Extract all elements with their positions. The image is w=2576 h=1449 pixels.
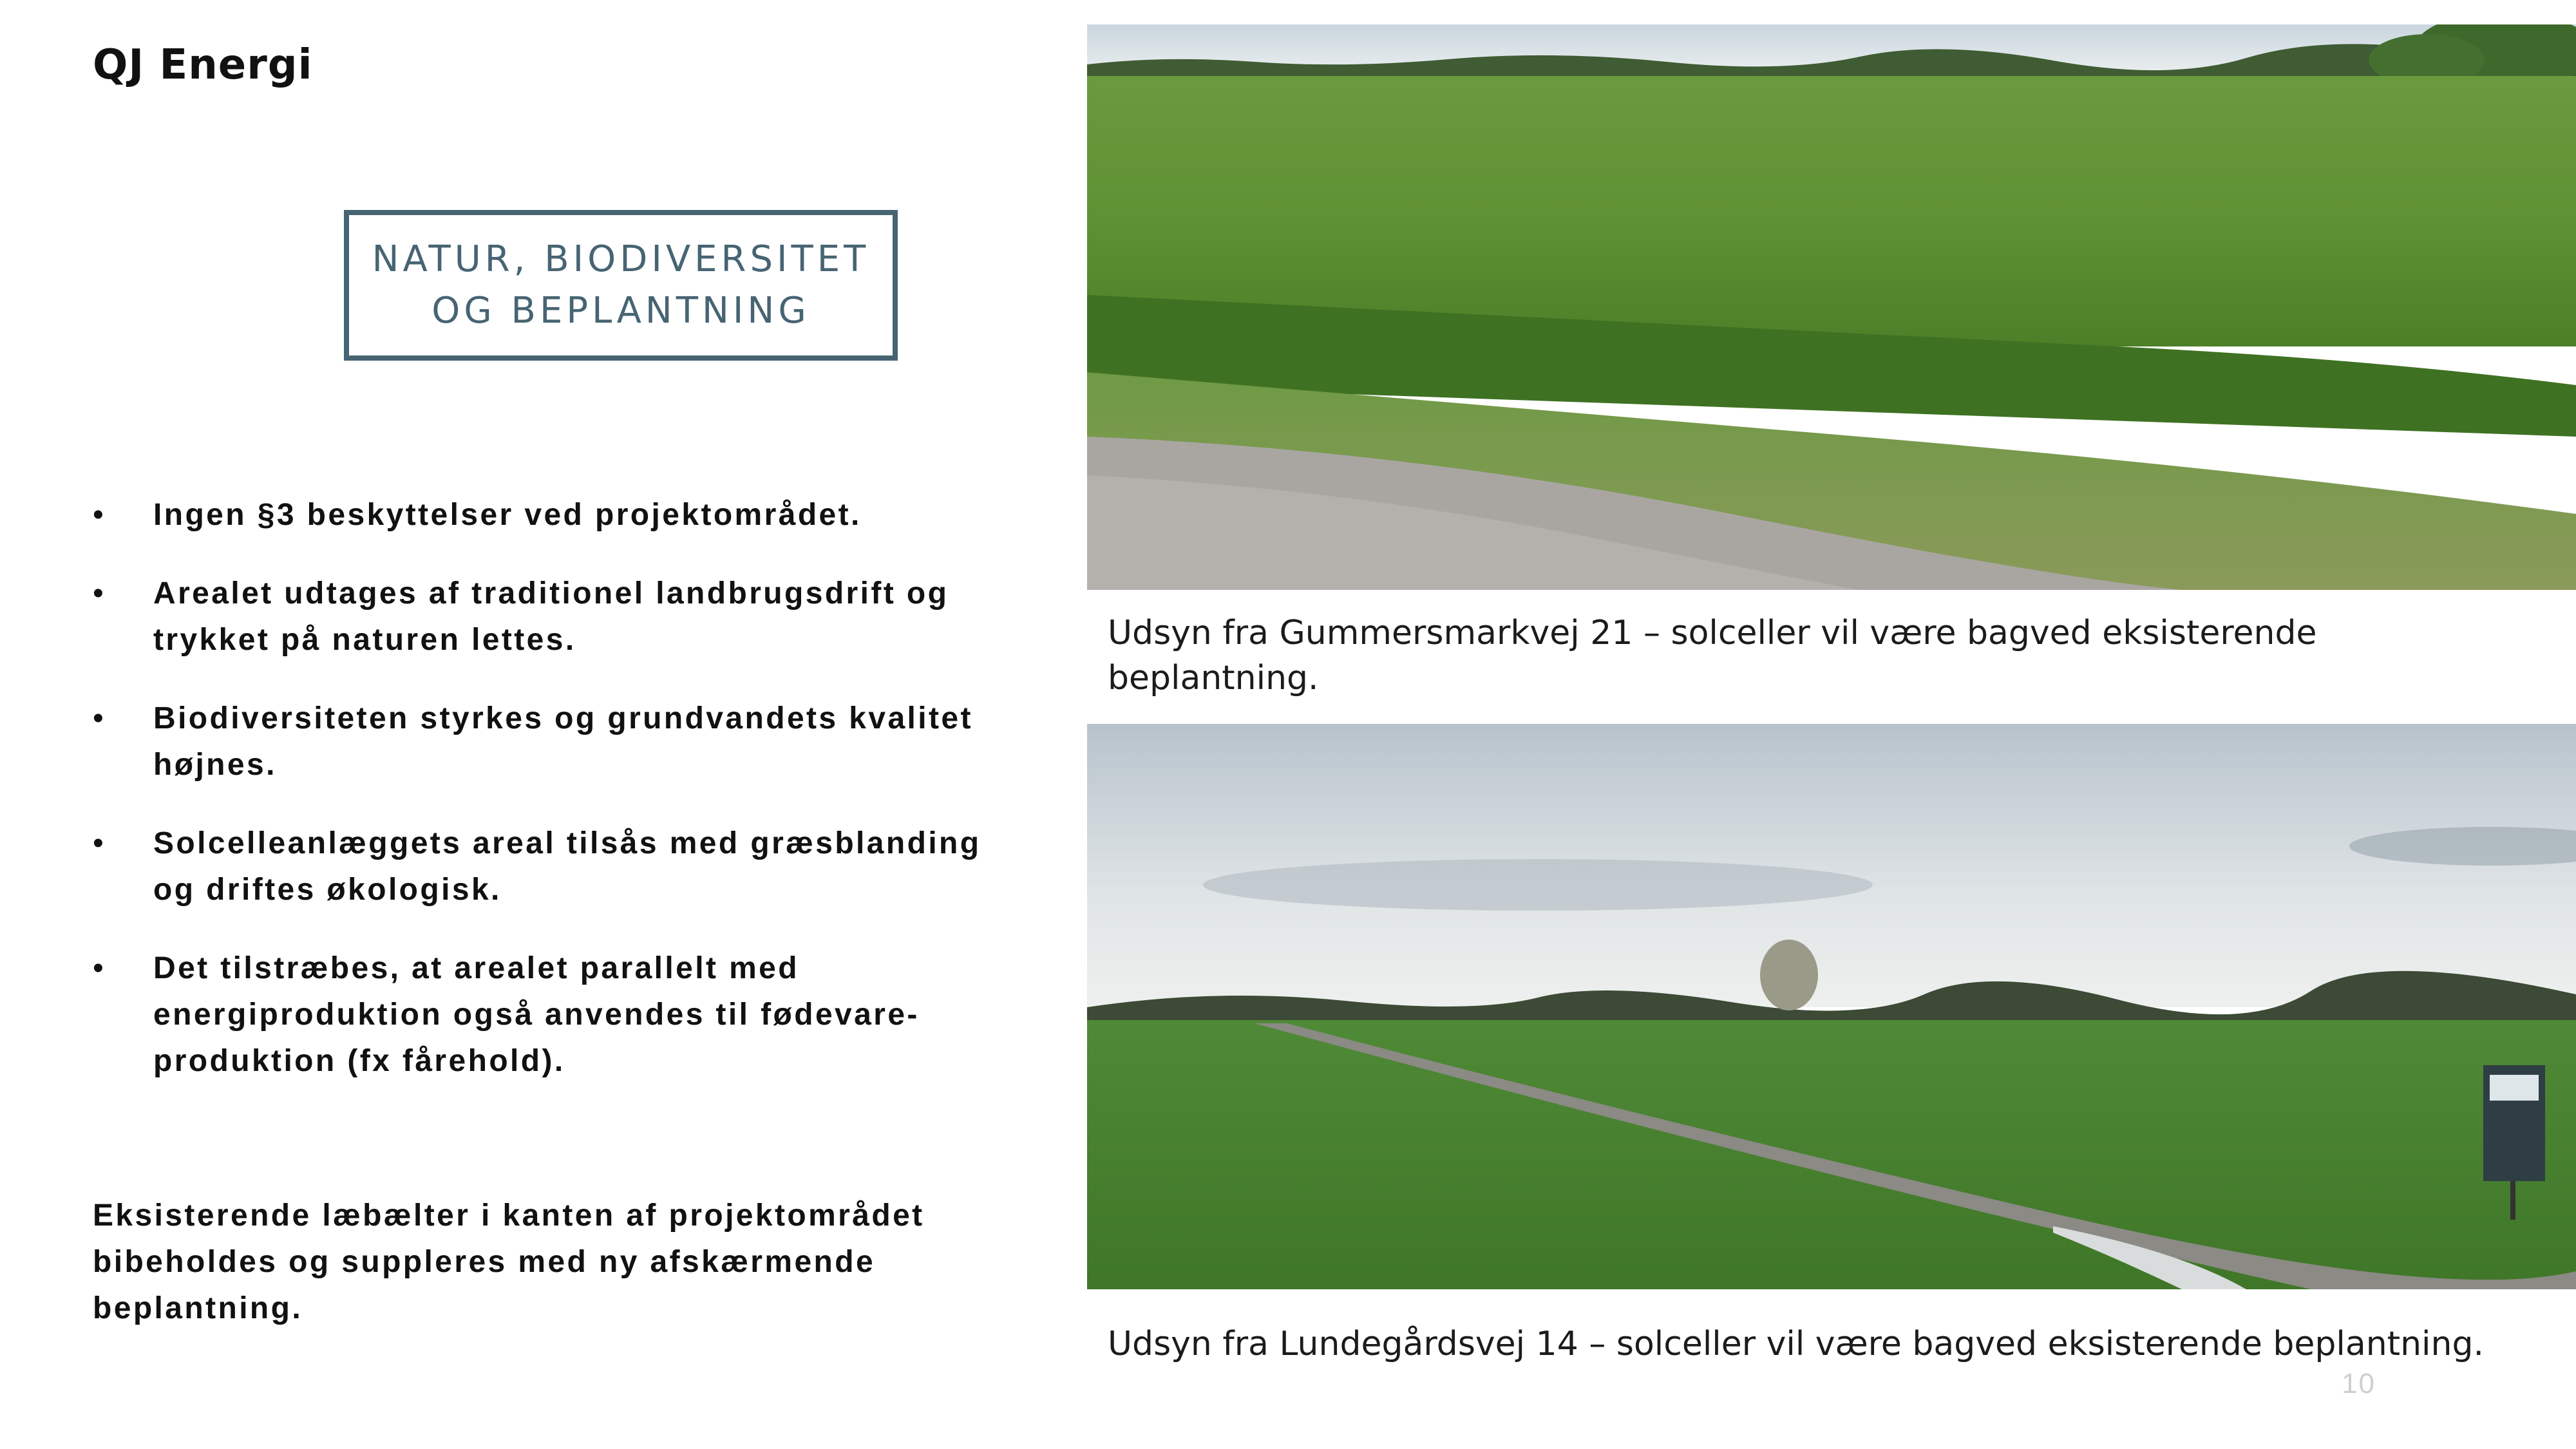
bullet-item (93, 492, 1027, 538)
page-number: 10 (2342, 1368, 2376, 1399)
bullet-marker: • (93, 951, 106, 985)
bullet-item (93, 571, 1027, 663)
bullet-marker: • (93, 826, 106, 860)
bullet-marker: • (93, 576, 106, 611)
bullet-marker: • (93, 498, 106, 532)
field-photo-lundegaardsvej (1087, 724, 2576, 1289)
closing-paragraph: Eksisterende læbælter i kanten af projektområdet bibeholdes og suppleres med ny afskærmende beplantning. (93, 1198, 925, 1325)
bullet-item (93, 945, 1027, 1084)
section-title-line-2: OG BEPLANTNING (431, 290, 810, 332)
bullet-item (93, 820, 1027, 913)
field-photo-gummersmarkvej (1087, 24, 2576, 590)
bullet-text: Biodiversiteten styrkes og grundvandets kvalitet højnes. (153, 701, 973, 782)
bullet-list (93, 492, 1027, 1117)
bullet-text: Arealet udtages af traditionel landbrugsdrift og trykket på naturen lettes. (153, 576, 949, 657)
photo-caption-gummersmarkvej: Udsyn fra Gummersmarkvej 21 – solceller vil være bagved eksisterende beplantning. (1108, 614, 2317, 697)
bullet-text: Ingen §3 beskyttelser ved projektområdet. (153, 498, 862, 532)
bullet-text: Solcelleanlæggets areal tilsås med græsblanding og driftes økologisk. (153, 826, 981, 907)
brand-name: QJ Energi (93, 41, 313, 89)
section-title-line-1: NATUR, BIODIVERSITET (372, 238, 870, 280)
bullet-item (93, 696, 1027, 788)
bullet-text: Det tilstræbes, at arealet parallelt med energiproduktion også anvendes til fødevare-produktion (fx fårehold). (153, 951, 920, 1078)
photo-caption-lundegaardsvej: Udsyn fra Lundegårdsvej 14 – solceller vil være bagved eksisterende beplantning. (1108, 1325, 2484, 1363)
section-title-box (344, 210, 898, 361)
bullet-marker: • (93, 701, 106, 735)
